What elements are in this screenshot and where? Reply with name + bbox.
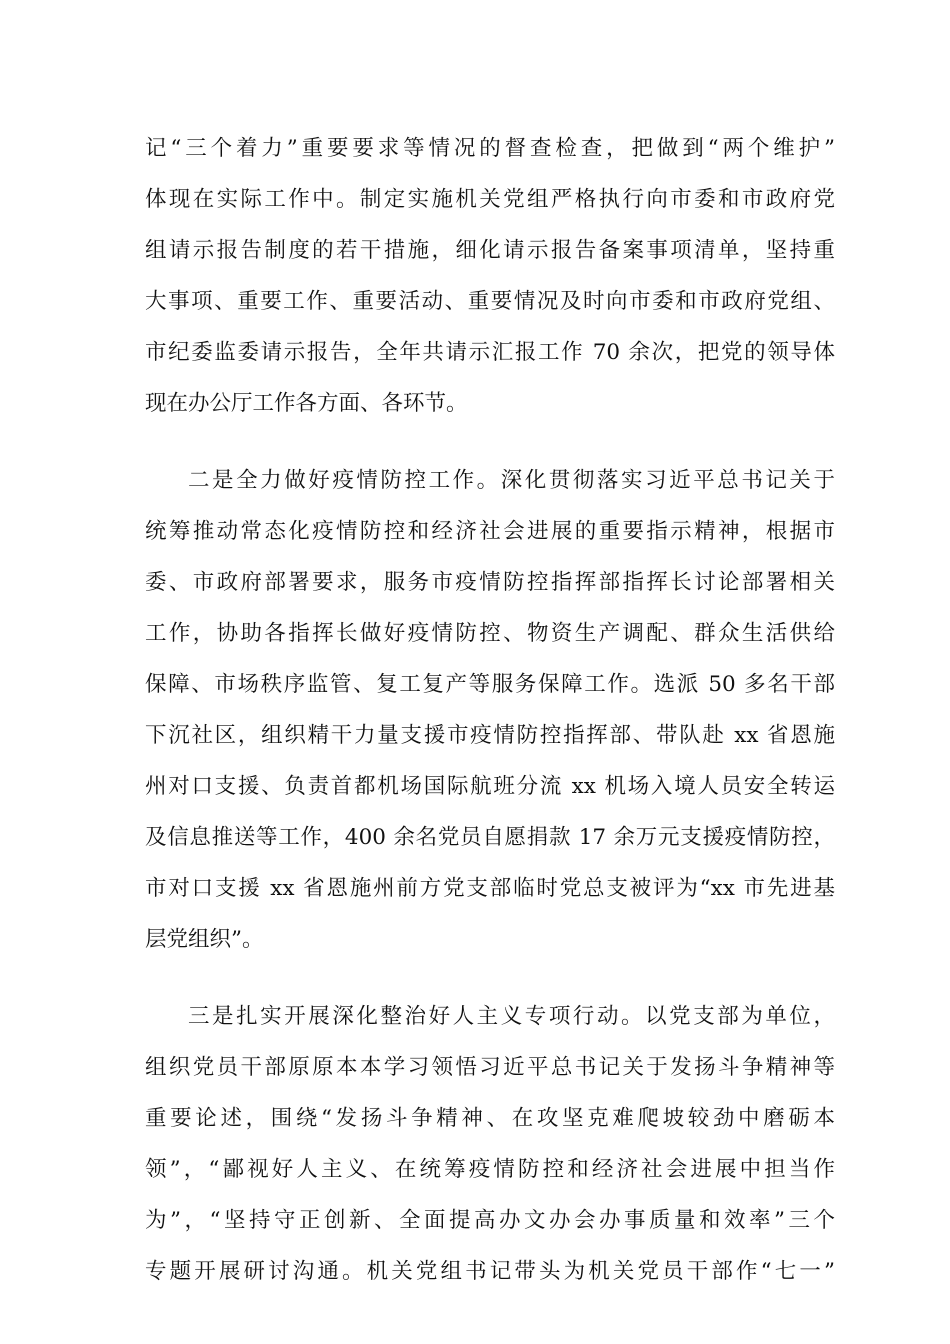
text-line: 州对口支援、负责首都机场国际航班分流 xx 机场入境人员安全转运 <box>145 774 835 799</box>
text-line: 二是全力做好疫情防控工作。深化贯彻落实习近平总书记关于 <box>188 468 835 493</box>
text-line: 三是扎实开展深化整治好人主义专项行动。以党支部为单位， <box>188 1004 835 1029</box>
text-line: 下沉社区，组织精干力量支援市疫情防控指挥部、带队赴 xx 省恩施 <box>145 723 835 748</box>
text-line: 重要论述，围绕“发扬斗争精神、在攻坚克难爬坡较劲中磨砺本 <box>145 1106 835 1131</box>
text-line: 现在办公厅工作各方面、各环节。 <box>145 391 468 416</box>
paragraph-3 <box>145 991 835 1297</box>
text-line: 工作，协助各指挥长做好疫情防控、物资生产调配、群众生活供给 <box>145 621 835 646</box>
text-line: 记“三个着力”重要要求等情况的督查检查，把做到“两个维护” <box>145 136 835 161</box>
text-line: 组织党员干部原原本本学习领悟习近平总书记关于发扬斗争精神等 <box>145 1055 835 1080</box>
text-line: 体现在实际工作中。制定实施机关党组严格执行向市委和市政府党 <box>145 187 835 212</box>
text-line: 保障、市场秩序监管、复工复产等服务保障工作。选派 50 多名干部 <box>145 672 835 697</box>
text-line: 专题开展研讨沟通。机关党组书记带头为机关党员干部作“七一” <box>145 1259 835 1284</box>
document-body <box>145 123 835 1297</box>
paragraph-spacer <box>145 429 835 455</box>
text-line: 为”，“坚持守正创新、全面提高办文办会办事质量和效率”三个 <box>145 1208 835 1233</box>
text-line: 及信息推送等工作，400 余名党员自愿捐款 17 余万元支援疫情防控， <box>145 825 835 850</box>
text-line: 市纪委监委请示报告，全年共请示汇报工作 70 余次，把党的领导体 <box>145 340 835 365</box>
text-line: 层党组织”。 <box>145 927 264 952</box>
text-line: 组请示报告制度的若干措施，细化请示报告备案事项清单，坚持重 <box>145 238 835 263</box>
text-line: 市对口支援 xx 省恩施州前方党支部临时党总支被评为“xx 市先进基 <box>145 876 835 901</box>
paragraph-spacer <box>145 965 835 991</box>
text-line: 统筹推动常态化疫情防控和经济社会进展的重要指示精神，根据市 <box>145 519 835 544</box>
paragraph-2 <box>145 455 835 965</box>
text-line: 领”，“鄙视好人主义、在统筹疫情防控和经济社会进展中担当作 <box>145 1157 835 1182</box>
text-line: 大事项、重要工作、重要活动、重要情况及时向市委和市政府党组、 <box>145 289 835 314</box>
text-line: 委、市政府部署要求，服务市疫情防控指挥部指挥长讨论部署相关 <box>145 570 835 595</box>
paragraph-1 <box>145 123 835 429</box>
